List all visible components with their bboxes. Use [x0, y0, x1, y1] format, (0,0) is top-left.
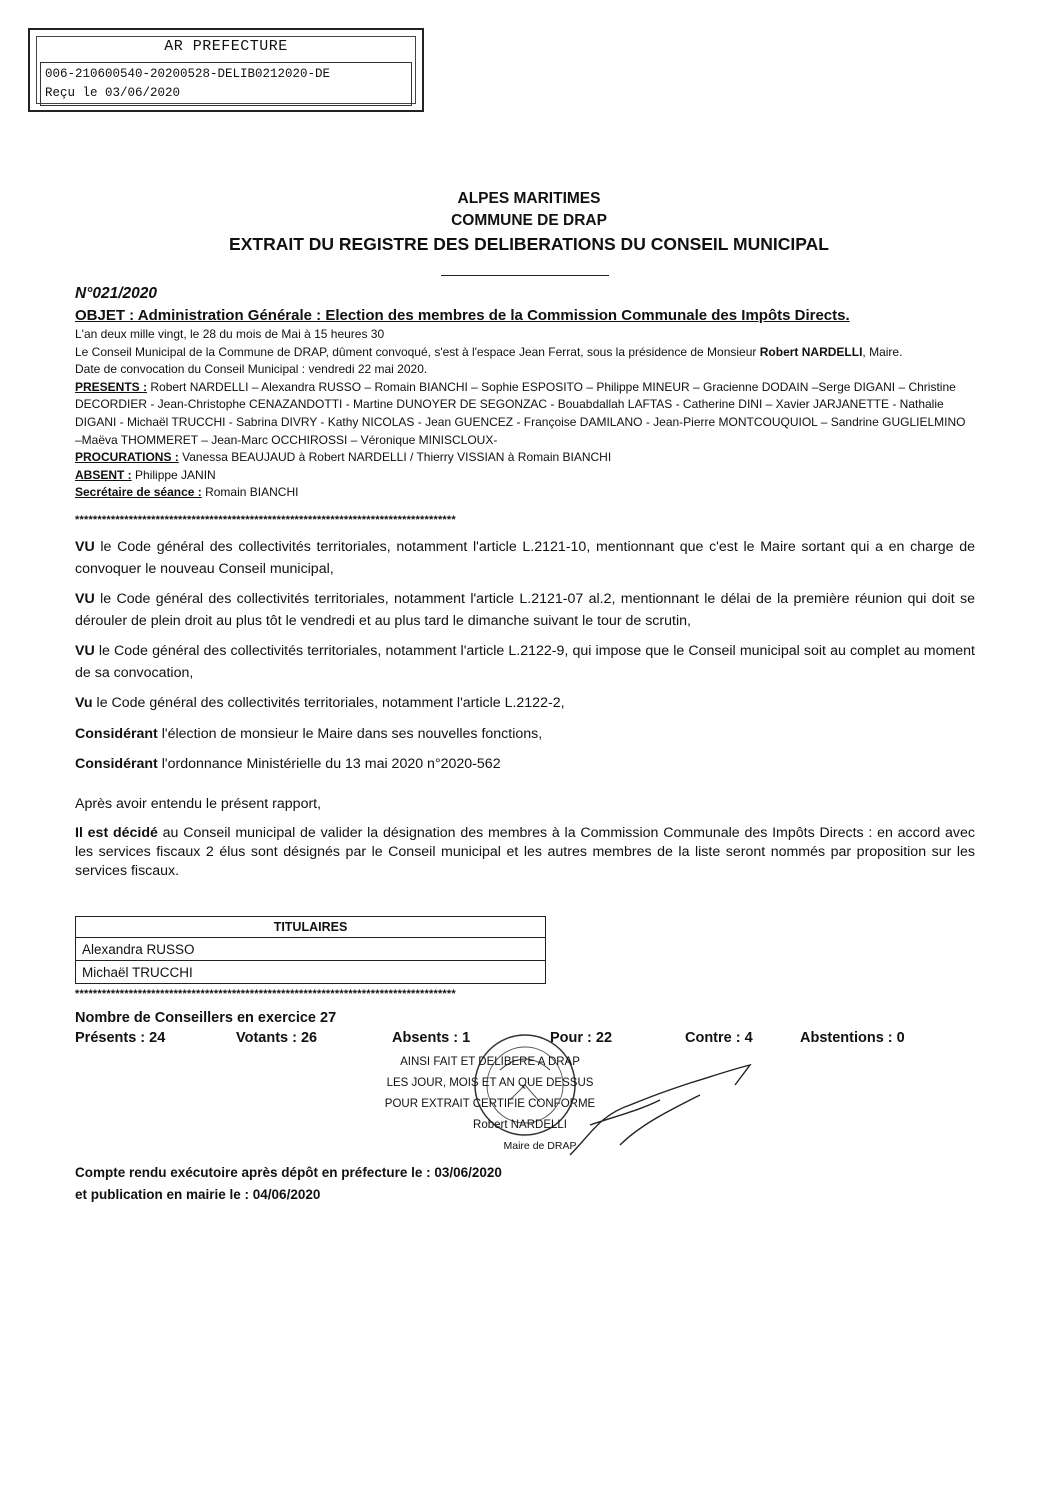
paragraph-text: le Code général des collectivités territoriales, notamment l'article L.2121-07 al.2, mentionnant le délai de la première réunion qui doit se dérouler de plein droit au plus tôt le vendredi et au plus tard le dimanche suivant le tour de scrutin, — [75, 591, 975, 629]
conseillers-exercice: Nombre de Conseillers en exercice 27 — [75, 1010, 337, 1026]
secretary-label: Secrétaire de séance : — [75, 485, 202, 500]
session-date: L'an deux mille vingt, le 28 du mois de Mai à 15 heures 30 — [75, 327, 385, 341]
table-row — [76, 938, 546, 961]
handwritten-signature-icon — [560, 1055, 780, 1165]
titulaire-name: Alexandra RUSSO — [76, 938, 546, 961]
stamp-reference: 006-210600540-20200528-DELIB0212020-DE — [45, 67, 331, 81]
signature-title: Maire de DRAP — [503, 1140, 577, 1152]
deliberation-subject: OBJET : Administration Générale : Election des membres de la Commission Communale des Impôts Directs. — [75, 307, 850, 324]
paragraph-lead: Considérant — [75, 725, 158, 742]
stamp-received-date: Reçu le 03/06/2020 — [45, 86, 181, 100]
footer-executoire: Compte rendu exécutoire après dépôt en préfecture le : 03/06/2020 — [75, 1165, 502, 1180]
body-paragraph — [75, 641, 975, 684]
paragraph-lead: Il est décidé — [75, 825, 158, 841]
secretary — [75, 484, 975, 502]
council-text: Le Conseil Municipal de la Commune de DRAP, dûment convoqué, s'est à l'espace Jean Ferrat, sous la présidence de Monsieur — [75, 344, 757, 359]
header-commune: COMMUNE DE DRAP — [451, 212, 607, 229]
convocation-date: Date de convocation du Conseil Municipal : vendredi 22 mai 2020. — [75, 362, 428, 377]
session-council-line — [75, 344, 975, 362]
paragraph-text: le Code général des collectivités territoriales, notamment l'article L.2122-9, qui impose que le Conseil municipal soit au complet au moment de sa convocation, — [75, 643, 975, 681]
paragraph-text: le Code général des collectivités territoriales, notamment l'article L.2122-2, — [92, 695, 565, 711]
body-paragraph — [75, 754, 975, 776]
body-paragraph — [75, 693, 975, 715]
paragraph-text: Après avoir entendu le présent rapport, — [75, 795, 322, 812]
body-paragraph — [75, 537, 975, 580]
count-votants: Votants : 26 — [236, 1030, 318, 1046]
paragraph-lead: VU — [75, 539, 95, 555]
separator-stars-top: ************************************************************************************* — [75, 514, 456, 526]
signature-name: Robert NARDELLI — [473, 1119, 567, 1131]
paragraph-lead: Considérant — [75, 756, 158, 772]
paragraph-lead: VU — [75, 643, 95, 659]
procurations — [75, 449, 975, 467]
president-name: Robert NARDELLI — [759, 344, 863, 359]
table-row — [76, 961, 546, 984]
signature-line-2: LES JOUR, MOIS ET AN QUE DESSUS — [386, 1077, 594, 1089]
body-paragraph — [75, 794, 975, 816]
header-title: EXTRAIT DU REGISTRE DES DELIBERATIONS DU CONSEIL MUNICIPAL — [229, 234, 829, 254]
paragraph-text: l'élection de monsieur le Maire dans ses nouvelles fonctions, — [157, 725, 543, 742]
titulaire-name: Michaël TRUCCHI — [76, 961, 546, 984]
absent — [75, 467, 975, 485]
count-presents: Présents : 24 — [75, 1030, 166, 1046]
paragraph-lead: Vu — [75, 695, 93, 711]
presents-list — [75, 379, 975, 449]
paragraph-text: l'ordonnance Ministérielle du 13 mai 2020 n°2020-562 — [157, 756, 501, 772]
document-header — [0, 188, 1058, 256]
header-divider — [441, 275, 609, 276]
body-paragraph — [75, 724, 975, 746]
count-abstentions: Abstentions : 0 — [800, 1030, 905, 1046]
absent-names: Philippe JANIN — [135, 467, 216, 482]
signature-line-1: AINSI FAIT ET DELIBERE A DRAP — [400, 1056, 580, 1068]
separator-stars-bottom: ************************************************************************************* — [75, 988, 456, 1000]
prefecture-stamp — [28, 28, 424, 112]
count-pour: Pour : 22 — [550, 1030, 613, 1046]
procurations-names: Vanessa BEAUJAUD à Robert NARDELLI / Thierry VISSIAN à Romain BIANCHI — [182, 450, 612, 465]
session-details — [75, 326, 975, 502]
table-header-row — [76, 917, 546, 938]
footer-publication: et publication en mairie le : 04/06/2020 — [75, 1187, 321, 1202]
titulaires-table — [75, 916, 546, 984]
presents-label: PRESENTS : — [75, 379, 148, 394]
absent-label: ABSENT : — [75, 467, 132, 482]
counts-row-1 — [75, 1010, 975, 1030]
procurations-label: PROCURATIONS : — [75, 450, 179, 465]
paragraph-text: au Conseil municipal de valider la désignation des membres à la Commission Communale des Impôts Directs : en accord avec les services fiscaux 2 élus sont désignés par le Conseil municipal et les autres membres de la liste seront nommés par proposition sur les services fiscaux. — [75, 825, 975, 879]
deliberation-number: N°021/2020 — [75, 285, 158, 302]
header-department: ALPES MARITIMES — [457, 190, 601, 207]
titulaires-header: TITULAIRES — [76, 917, 546, 938]
secretary-name: Romain BIANCHI — [205, 485, 299, 500]
deliberation-body — [75, 537, 975, 890]
presents-names: Robert NARDELLI – Alexandra RUSSO – Romain BIANCHI – Sophie ESPOSITO – Philippe MINEUR – Gracienne DODAIN –Serge DIGANI – Christine DECORDIER - Jean-Christophe CENAZANDOTTI - Martine DUNOYER DE SEGONZAC - Bouabdallah LAFTAS - Catherine DINI – Xavier JARJANETTE - Nathalie DIGANI - Michaël TRUCCHI - Sabrina DIVRY - Kathy NICOLAS - Jean GUENCEZ - Françoise DAMILANO - Jean-Pierre MONTCOUQUIOL – Sandrine GUGLIELMINO –Maëva THOMMERET – Jean-Marc OCCHIROSSI – Véronique MINISCLOUX- — [75, 379, 966, 447]
count-absents: Absents : 1 — [392, 1030, 471, 1046]
stamp-title: AR PREFECTURE — [164, 38, 288, 55]
body-paragraph — [75, 824, 975, 881]
paragraph-text: le Code général des collectivités territoriales, notamment l'article L.2121-10, mentionnant que c'est le Maire sortant qui a en charge de convoquer le nouveau Conseil municipal, — [75, 539, 975, 577]
president-suffix: , Maire. — [862, 344, 903, 359]
body-paragraph — [75, 589, 975, 632]
stamp-reference-box — [40, 62, 412, 106]
footer — [75, 1162, 502, 1206]
paragraph-lead: VU — [75, 591, 95, 607]
signature-line-3: POUR EXTRAIT CERTIFIE CONFORME — [384, 1098, 596, 1110]
count-contre: Contre : 4 — [685, 1030, 753, 1046]
